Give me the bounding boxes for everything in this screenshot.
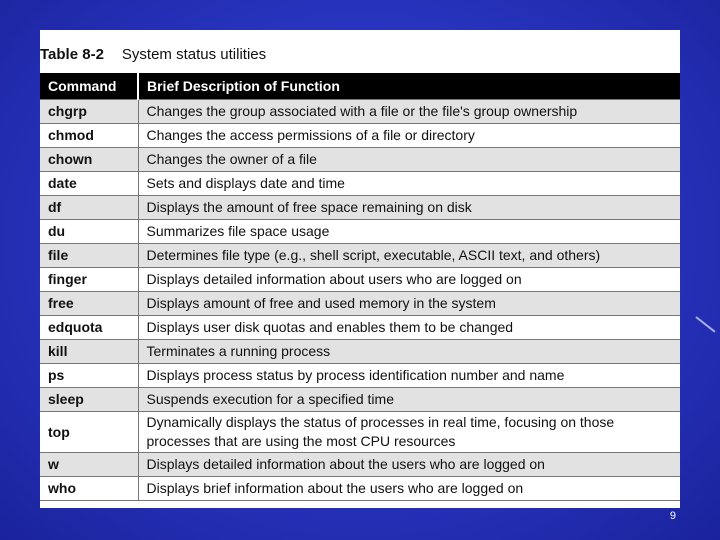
table-row: [40, 196, 680, 220]
command-cell: date: [40, 172, 138, 196]
system-status-table: [40, 73, 680, 501]
command-cell: finger: [40, 268, 138, 292]
table-row: [40, 388, 680, 412]
column-header-command: Command: [40, 73, 138, 100]
command-cell: du: [40, 220, 138, 244]
description-cell: Displays detailed information about users who are logged on: [138, 268, 680, 292]
table-row: [40, 172, 680, 196]
command-cell: w: [40, 453, 138, 477]
description-cell: Summarizes file space usage: [138, 220, 680, 244]
table-row: [40, 340, 680, 364]
description-cell: Displays detailed information about the users who are logged on: [138, 453, 680, 477]
description-cell: Sets and displays date and time: [138, 172, 680, 196]
table-row: [40, 412, 680, 453]
command-cell: df: [40, 196, 138, 220]
command-cell: free: [40, 292, 138, 316]
table-row: [40, 268, 680, 292]
column-header-description: Brief Description of Function: [138, 73, 680, 100]
command-cell: file: [40, 244, 138, 268]
description-cell: Displays the amount of free space remaining on disk: [138, 196, 680, 220]
table-body: [40, 100, 680, 501]
table-row: [40, 292, 680, 316]
command-cell: kill: [40, 340, 138, 364]
table-caption-title: System status utilities: [121, 46, 267, 63]
table-panel: [40, 30, 680, 508]
table-row: [40, 148, 680, 172]
table-row: [40, 364, 680, 388]
table-row: [40, 100, 680, 124]
description-cell: Displays amount of free and used memory in the system: [138, 292, 680, 316]
description-cell: Displays process status by process identification number and name: [138, 364, 680, 388]
command-cell: chmod: [40, 124, 138, 148]
description-cell: Displays brief information about the users who are logged on: [138, 477, 680, 501]
table-caption: [40, 46, 266, 72]
command-cell: chgrp: [40, 100, 138, 124]
table-row: [40, 244, 680, 268]
decorative-accent-line: [695, 316, 715, 332]
table-row: [40, 477, 680, 501]
description-cell: Changes the access permissions of a file or directory: [138, 124, 680, 148]
description-cell: Changes the group associated with a file or the file's group ownership: [138, 100, 680, 124]
table-row: [40, 124, 680, 148]
command-cell: chown: [40, 148, 138, 172]
command-cell: top: [40, 412, 138, 453]
command-cell: who: [40, 477, 138, 501]
table-row: [40, 220, 680, 244]
slide-number: 9: [669, 510, 676, 522]
description-cell: Determines file type (e.g., shell script, executable, ASCII text, and others): [138, 244, 680, 268]
table-caption-number: Table 8-2: [40, 46, 104, 63]
table-row: [40, 316, 680, 340]
description-cell: Changes the owner of a file: [138, 148, 680, 172]
description-cell: Dynamically displays the status of processes in real time, focusing on those processes that are using the most CPU resources: [138, 412, 680, 453]
command-cell: sleep: [40, 388, 138, 412]
description-cell: Displays user disk quotas and enables them to be changed: [138, 316, 680, 340]
description-cell: Terminates a running process: [138, 340, 680, 364]
command-cell: ps: [40, 364, 138, 388]
table-row: [40, 453, 680, 477]
description-cell: Suspends execution for a specified time: [138, 388, 680, 412]
command-cell: edquota: [40, 316, 138, 340]
table-header-row: [40, 73, 680, 100]
